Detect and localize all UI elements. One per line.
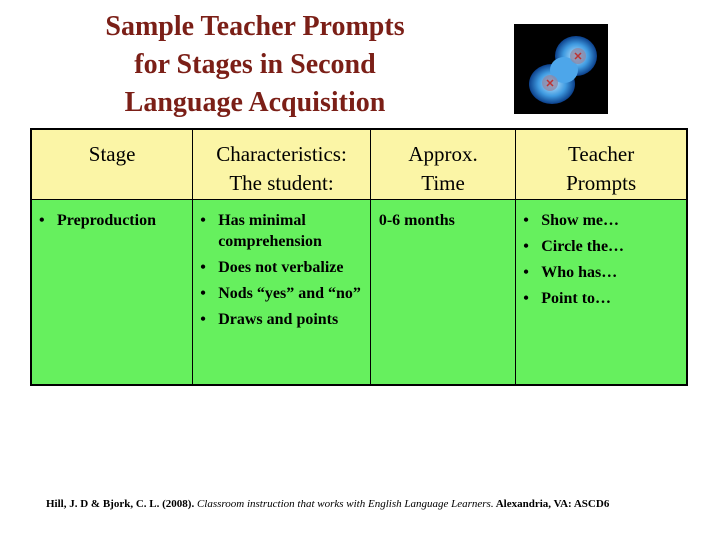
list-item: • Does not verbalize xyxy=(194,257,369,278)
header-approx-time: Approx. Time xyxy=(370,129,515,200)
citation xyxy=(46,498,609,510)
title-line-1: Sample Teacher Prompts xyxy=(105,11,405,42)
cell-time: 0-6 months xyxy=(370,200,515,386)
list-item: • Draws and points xyxy=(194,309,369,330)
cell-division-image xyxy=(514,24,608,114)
list-item: • Point to… xyxy=(517,288,685,309)
citation-authors: Hill, J. D & Bjork, C. L. (2008). xyxy=(46,498,195,510)
table-row xyxy=(31,200,687,386)
slide-title xyxy=(40,8,470,122)
cell-prompts xyxy=(516,200,687,386)
list-item: • Nods “yes” and “no” xyxy=(194,283,369,304)
list-item: • Preproduction xyxy=(33,210,191,231)
table-header-row xyxy=(31,129,687,200)
list-item: • Who has… xyxy=(517,262,685,283)
list-item: • Circle the… xyxy=(517,236,685,257)
title-line-3: Language Acquisition xyxy=(124,87,386,118)
header-teacher-prompts: Teacher Prompts xyxy=(516,129,687,200)
title-line-2: for Stages in Second xyxy=(134,49,376,80)
cell-stage xyxy=(31,200,193,386)
header-stage: Stage xyxy=(31,129,193,200)
cell-characteristics xyxy=(193,200,371,386)
list-item: • Show me… xyxy=(517,210,685,231)
citation-publisher: Alexandria, VA: ASCD xyxy=(495,498,604,510)
stage-prompts-table xyxy=(30,128,688,386)
citation-work: Classroom instruction that works with English Language Learners. xyxy=(196,498,494,510)
page-number: 6 xyxy=(603,498,610,510)
header-characteristics: Characteristics: The student: xyxy=(193,129,371,200)
list-item: • Has minimal comprehension xyxy=(194,210,369,252)
